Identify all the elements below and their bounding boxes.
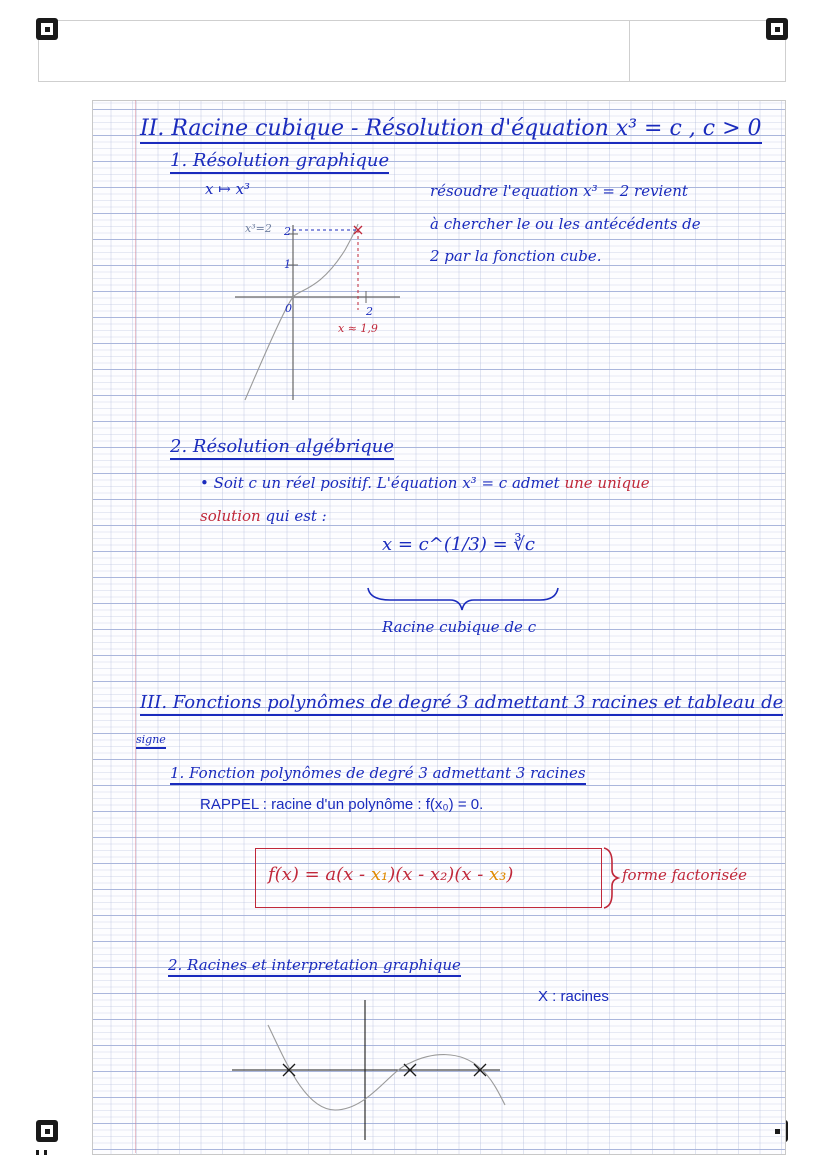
graph-tick-2-label: 2 bbox=[284, 225, 291, 238]
formula-x3: x₃ bbox=[489, 864, 507, 885]
section3-title-line1: III. Fonctions polynômes de degré 3 admettant 3 racines et tableau de bbox=[140, 692, 783, 716]
solution-red-text: solution bbox=[200, 507, 261, 525]
formula-end: ) bbox=[506, 864, 514, 885]
graph-label-y: x³=2 bbox=[245, 222, 272, 235]
section2-sub1-title: 1. Résolution graphique bbox=[170, 150, 389, 174]
graph-x-tick-label: 2 bbox=[366, 305, 373, 318]
section3-title-line2: signe bbox=[136, 733, 166, 749]
section3-sub2-title: 2. Racines et interpretation graphique bbox=[168, 956, 461, 977]
graph-origin-label: 0 bbox=[285, 302, 292, 315]
section3-sub1-title: 1. Fonction polynômes de degré 3 admettant 3 racines bbox=[170, 764, 586, 785]
section2-sub2-title: 2. Résolution algébrique bbox=[170, 436, 394, 460]
roots-legend: X : racines bbox=[538, 988, 609, 1005]
graphical-text-line3: 2 par la fonction cube. bbox=[430, 247, 602, 265]
roots-graph-curve bbox=[268, 1025, 505, 1110]
formula-mid: )(x - x₂)(x - bbox=[388, 864, 490, 885]
cube-root-formula: x = c^(1/3) = ∛c bbox=[382, 534, 535, 555]
graphical-text-line1: résoudre l'equation x³ = 2 revient bbox=[430, 182, 688, 200]
section2-title: II. Racine cubique - Résolution d'équation x³ = c , c > 0 bbox=[140, 116, 762, 144]
graphical-text-line2: à chercher le ou les antécédents de bbox=[430, 215, 701, 233]
formula-x1: x₁ bbox=[370, 864, 389, 885]
algebraic-line2-rest: qui est : bbox=[265, 507, 327, 525]
graph-x-approx: x ≈ 1,9 bbox=[338, 322, 378, 335]
rappel-line: RAPPEL : racine d'un polynôme : f(x₀) = 0. bbox=[200, 796, 484, 813]
unique-red-text: une unique bbox=[564, 474, 650, 492]
brace-caption: Racine cubique de c bbox=[382, 618, 537, 636]
function-label: x ↦ x³ bbox=[205, 180, 251, 198]
factored-form-note: forme factorisée bbox=[622, 866, 747, 884]
formula-prefix: f(x) = a(x - bbox=[268, 864, 371, 885]
graph-tick-1-label: 1 bbox=[284, 258, 291, 271]
algebraic-line1-prefix: • Soit c un réel positif. L'équation x³ = c admet bbox=[200, 474, 560, 492]
